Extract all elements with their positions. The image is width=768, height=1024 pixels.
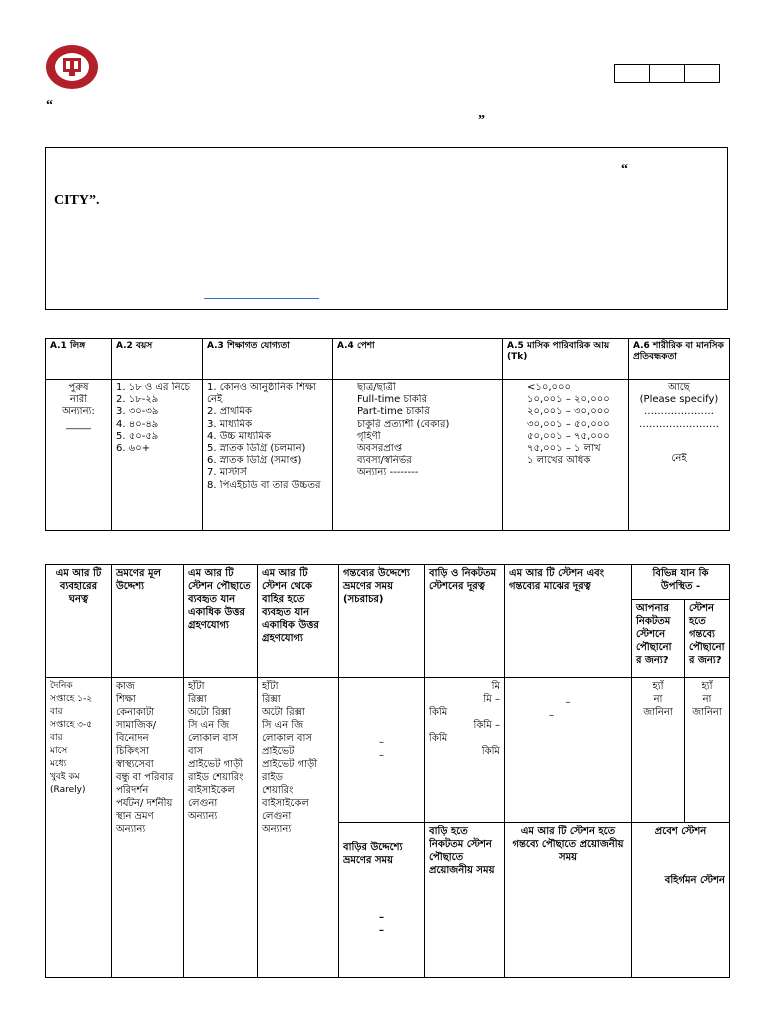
education-option[interactable]: 6. স্নাতক ডিগ্রি (সমাপ্ত) — [207, 455, 302, 467]
purpose-option[interactable]: কেনাকাটা — [116, 707, 155, 718]
income-option[interactable]: ১০,০০১ – ২০,০০০ — [527, 394, 610, 406]
station-to-dest-time-cell[interactable] — [505, 823, 632, 978]
frequency-option[interactable]: খুবই কম — [50, 772, 80, 782]
from-station-mode-option[interactable]: প্রাইভেট — [262, 746, 295, 757]
occupation-option[interactable]: ব্যবসা/স্বনির্ভর — [357, 455, 412, 467]
age-option[interactable]: 3. ৩০-৩৯ — [116, 406, 159, 418]
from-station-mode-option[interactable]: শেয়ারিং — [262, 785, 294, 796]
header-frequency: এম আর টি ব্যবহারের ঘনত্ব — [46, 565, 112, 678]
age-option[interactable]: 5. ৫০-৫৯ — [116, 430, 159, 442]
age-option[interactable]: 2. ১৮-২৯ — [116, 394, 159, 406]
to-station-mode-option[interactable]: অটো রিক্সা — [188, 707, 231, 718]
purpose-option[interactable]: পর্যটন/ দর্শনীয় স্থান ভ্রমণ — [116, 798, 173, 822]
disability-no-option[interactable]: নেই — [671, 452, 687, 464]
to-station-mode-option[interactable]: বাইসাইকেল — [188, 785, 235, 796]
age-option[interactable]: 1. ১৮ ও এর নিচে — [116, 382, 190, 393]
education-option[interactable]: 7. মাস্টার্স — [207, 467, 247, 479]
profile-table — [45, 338, 730, 531]
income-option[interactable]: ৩০,০০১ – ৫০,০০০ — [527, 418, 610, 430]
intro-quote-mark: “ — [621, 162, 628, 177]
travel-table — [45, 564, 730, 978]
intro-link[interactable] — [204, 298, 319, 299]
station-to-dest-time-label: এম আর টি স্টেশন হতে গন্তব্যে পৌছাতে প্রয়োজনীয় সময় — [512, 826, 624, 863]
home-distance-option[interactable]: কিমি – — [473, 720, 500, 731]
from-station-modes-cell — [258, 678, 339, 978]
home-to-station-time-label: বাড়ি হতে নিকটতম স্টেশন পৌছাতে প্রয়োজনীয় সময় — [429, 826, 495, 876]
intro-box — [45, 147, 728, 310]
travel-time-from[interactable]: – — [379, 737, 384, 748]
frequency-option[interactable]: দৈনিক — [50, 681, 73, 691]
gender-options-cell — [46, 380, 112, 531]
to-station-modes-cell — [184, 678, 258, 978]
entry-station-label: প্রবেশ স্টেশন — [654, 826, 707, 837]
station-dest-distance-to[interactable]: – — [549, 710, 554, 721]
education-options-cell — [203, 380, 333, 531]
home-distance-cell — [425, 678, 505, 823]
purpose-option[interactable]: শিক্ষা — [116, 694, 136, 705]
from-station-mode-option[interactable]: বাইসাইকেল — [262, 798, 309, 809]
income-option[interactable]: ৫০,০০১ – ৭৫,০০০ — [527, 430, 610, 442]
home-travel-time-to[interactable]: – — [379, 925, 384, 936]
age-option[interactable]: 6. ৬০+ — [116, 443, 151, 455]
age-option[interactable]: 4. ৪০-৪৯ — [116, 418, 159, 430]
to-station-mode-option[interactable]: সি এন জি — [188, 720, 230, 731]
disability-specify-label: (Please specify) — [639, 394, 719, 406]
header-to-nearest-station: আপনার নিকটতম স্টেশনে পৌছানো র জন্য? — [632, 600, 685, 678]
from-station-mode-option[interactable]: লেগুনা — [262, 811, 292, 822]
header-home-distance: বাড়ি ও নিকটতম স্টেশনের দূরত্ব — [425, 565, 505, 678]
income-option[interactable]: ১ লাখের অধিক — [527, 455, 591, 467]
to-station-mode-option[interactable]: লোকাল বাস — [188, 733, 239, 744]
education-option[interactable]: 8. পিএইচডি বা তার উচ্চতর — [207, 479, 321, 491]
to-nearest-option[interactable]: জানিনা — [643, 707, 673, 718]
purpose-option[interactable]: চিকিৎসা — [116, 746, 149, 757]
from-station-mode-option[interactable]: লোকাল বাস — [262, 733, 313, 744]
frequency-option: মধ্যে — [50, 759, 67, 769]
header-income: A.5 মাসিক পারিবারিক আয় (Tk) — [503, 339, 629, 380]
frequency-option: (Rarely) — [50, 785, 86, 795]
header-modes-available: বিভিন্ন যান কি উপস্থিত - — [632, 565, 730, 600]
header-age: A.2 বয়স — [112, 339, 203, 380]
to-station-mode-option[interactable]: রিক্সা — [188, 694, 207, 705]
header-occupation: A.4 পেশা — [333, 339, 503, 380]
frequency-option[interactable]: সপ্তাহে ১-২ বার — [50, 694, 93, 717]
income-options-cell — [503, 380, 629, 531]
occupation-option[interactable]: Part-time চাকরি — [357, 406, 430, 418]
to-station-mode-option[interactable]: লেগুনা — [188, 798, 218, 809]
from-station-mode-option[interactable]: হাঁটা — [262, 681, 279, 692]
gender-option[interactable]: অন্যান্য: — [62, 406, 95, 418]
to-nearest-option[interactable]: না — [653, 694, 663, 705]
header-from-station-mode: এম আর টি স্টেশন থেকে বাহির হতে ব্যবহৃত যান একাধিক উত্তর গ্রহণযোগ্য — [258, 565, 339, 678]
to-station-mode-option[interactable]: প্রাইভেট গাড়ী — [188, 759, 244, 770]
purpose-option[interactable]: স্বাস্থ্যসেবা — [116, 759, 154, 770]
header-gender: A.1 লিঙ্গ — [46, 339, 112, 380]
header-purpose: ভ্রমণের মূল উদ্দেশ্য — [112, 565, 184, 678]
form-id-box-2[interactable] — [650, 65, 685, 82]
travel-time-to[interactable]: – — [379, 750, 384, 761]
to-station-mode-option[interactable]: হাঁটা — [188, 681, 205, 692]
from-station-mode-option[interactable]: প্রাইভেট গাড়ী — [262, 759, 318, 770]
home-travel-time-label: বাড়ির উদ্দেশ্যে ভ্রমণের সময় — [343, 842, 403, 866]
education-option[interactable]: 2. প্রাথমিক — [207, 406, 252, 418]
from-station-mode-option[interactable]: অন্যান্য — [262, 824, 292, 835]
home-distance-option[interactable]: কিমি — [429, 733, 448, 744]
header-education: A.3 শিক্ষাগত যোগ্যতা — [203, 339, 333, 380]
to-station-mode-option[interactable]: অন্যান্য — [188, 811, 218, 822]
education-option[interactable]: 4. উচ্চ মাধ্যমিক — [207, 430, 272, 442]
header-open-quote: “ — [46, 98, 53, 113]
disability-options-cell — [629, 380, 730, 531]
to-nearest-option[interactable]: হ্যাঁ — [652, 681, 664, 692]
home-distance-option[interactable]: কিমি — [429, 707, 448, 718]
home-distance-option[interactable]: কিমি — [481, 746, 500, 757]
from-station-mode-option[interactable]: রাইড — [262, 772, 283, 783]
to-destination-option[interactable]: না — [702, 694, 712, 705]
purpose-option[interactable]: বন্ধু বা পরিবার পরিদর্শন — [116, 772, 174, 796]
from-station-mode-option[interactable]: সি এন জি — [262, 720, 304, 731]
form-id-boxes[interactable] — [614, 64, 720, 83]
occupation-option[interactable]: চাকুরি প্রত্যাশী (বেকার) — [357, 418, 450, 430]
purpose-option[interactable]: কাজ — [116, 681, 135, 692]
occupation-option[interactable]: অন্যান্য -------- — [357, 467, 419, 479]
education-option[interactable]: 1. কোনও আনুষ্ঠানিক শিক্ষা নেই — [207, 382, 317, 406]
form-id-box-3[interactable] — [685, 65, 719, 82]
header-disability: A.6 শারীরিক বা মানসিক প্রতিবন্ধকতা — [629, 339, 730, 380]
station-dest-distance-cell[interactable] — [505, 678, 632, 823]
intro-city-text: CITY”. — [54, 193, 100, 208]
home-travel-time-from[interactable]: – — [379, 912, 384, 923]
exit-station-label: বহির্গমন স্টেশন — [664, 875, 726, 886]
station-dest-distance-from[interactable]: – — [565, 697, 571, 708]
university-logo — [45, 44, 99, 90]
occupation-options-cell — [333, 380, 503, 531]
gender-option[interactable]: নারী — [69, 394, 88, 406]
purpose-option[interactable]: সামাজিক/ বিনোদন — [116, 720, 157, 744]
form-id-box-1[interactable] — [615, 65, 650, 82]
disability-specify-field[interactable]: …………………… — [639, 418, 719, 430]
occupation-option[interactable]: অবসরপ্রাপ্ত — [357, 443, 402, 455]
home-distance-option[interactable]: মি — [491, 681, 500, 692]
from-station-mode-option[interactable]: অটো রিক্সা — [262, 707, 305, 718]
to-nearest-options-cell — [632, 678, 685, 823]
frequency-option[interactable]: মাসে — [50, 746, 68, 756]
home-to-station-time-cell[interactable] — [425, 823, 505, 978]
to-destination-option[interactable]: হ্যাঁ — [701, 681, 713, 692]
frequency-options-cell — [46, 678, 112, 978]
home-distance-option[interactable]: মি – — [483, 694, 500, 705]
to-destination-options-cell — [685, 678, 730, 823]
home-travel-time-cell — [339, 823, 425, 978]
occupation-option[interactable]: ছাত্র/ছাত্রী — [357, 382, 396, 393]
header-to-station-mode: এম আর টি স্টেশন পৌছাতে ব্যবহৃত যান একাধিক উত্তর গ্রহণযোগ্য — [184, 565, 258, 678]
header-station-dest-distance: এম আর টি স্টেশন এবং গন্তব্যের মাঝের দূরত্ব — [505, 565, 632, 678]
income-option[interactable]: <১০,০০০ — [527, 382, 572, 393]
age-options-cell — [112, 380, 203, 531]
gender-other-blank[interactable]: _____ — [66, 418, 91, 430]
disability-specify-field[interactable]: ………………… — [644, 406, 714, 418]
header-close-quote: ” — [478, 113, 485, 128]
to-station-mode-option[interactable]: রাইড শেয়ারিং — [188, 772, 244, 783]
income-option[interactable]: ২০,০০১ – ৩০,০০০ — [527, 406, 610, 418]
travel-time-cell[interactable] — [339, 678, 425, 823]
header-travel-time: গন্তব্যের উদ্দেশ্যে ভ্রমণের সময় (সচরাচর) — [339, 565, 425, 678]
to-destination-option[interactable]: জানিনা — [692, 707, 722, 718]
education-option[interactable]: 3. মাধ্যমিক — [207, 418, 253, 430]
frequency-option[interactable]: সপ্তাহে ৩-৫ বার — [50, 720, 93, 743]
education-option[interactable]: 5. স্নাতক ডিগ্রি (চলমান) — [207, 443, 306, 455]
occupation-option[interactable]: গৃহিণী — [357, 430, 381, 442]
to-station-mode-option[interactable]: বাস — [188, 746, 204, 757]
gender-option[interactable]: পুরুষ — [68, 382, 89, 393]
purpose-options-cell — [112, 678, 184, 978]
purpose-option[interactable]: অন্যান্য — [116, 824, 146, 835]
disability-yes-option[interactable]: আছে — [668, 382, 690, 393]
occupation-option[interactable]: Full-time চাকরি — [357, 394, 428, 406]
from-station-mode-option[interactable]: রিক্সা — [262, 694, 281, 705]
entry-exit-station-cell[interactable] — [632, 823, 730, 978]
header-to-destination: স্টেশন হতে গন্তব্যে পৌছানো র জন্য? — [685, 600, 730, 678]
income-option[interactable]: ৭৫,০০১ – ১ লাখ — [527, 443, 601, 455]
